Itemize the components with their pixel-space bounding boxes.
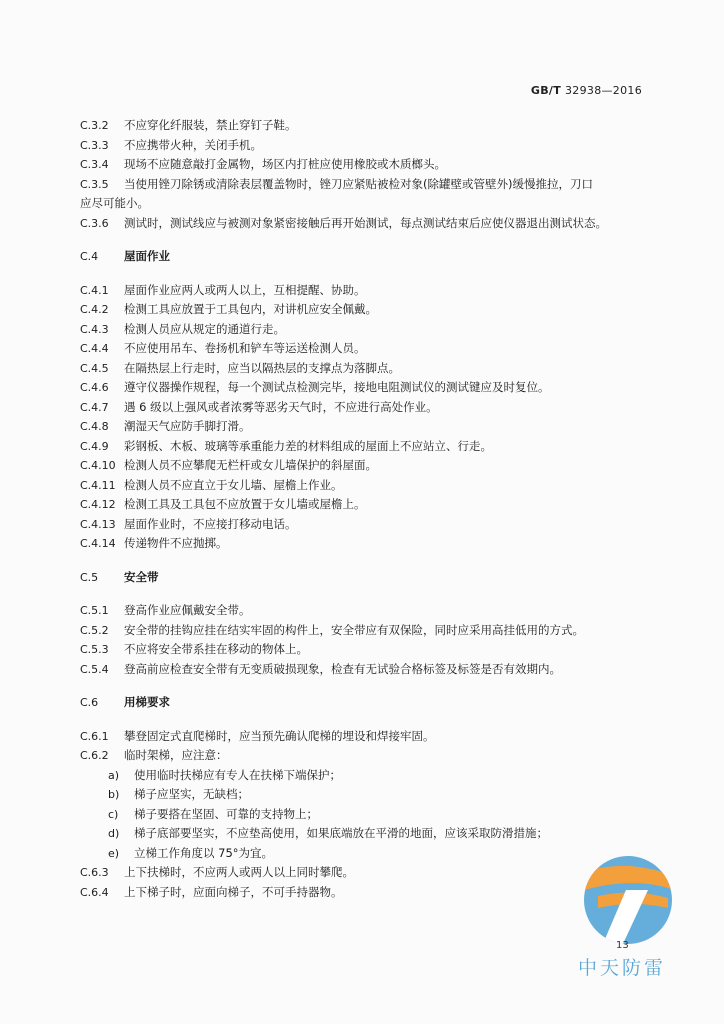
clause-code: C.4.9: [80, 439, 109, 453]
clause-code: C.3.6: [80, 216, 109, 230]
clause-text: 不应携带火种，关闭手机。: [124, 137, 262, 152]
clause-text: 上下扶梯时，不应两人或两人以上同时攀爬。: [124, 865, 354, 879]
clause-text: 潮湿天气应防手脚打滑。: [124, 419, 251, 433]
clause-text: 安全带的挂钩应挂在结实牢固的构件上，安全带应有双保险，同时应采用高挂低用的方式。: [124, 622, 584, 637]
subitem-c6-2-4: [80, 824, 650, 844]
clause-text: 检测人员应从规定的通道行走。: [124, 321, 285, 336]
standard-code: 32938—2016: [565, 84, 642, 97]
clause-text: 上下梯子时，应面向梯子，不可手持器物。: [124, 884, 343, 899]
clause-text: 检测人员不应攀爬无栏杆或女儿墙保护的斜屋面。: [124, 458, 377, 472]
clause-code: C.4.1: [80, 283, 109, 297]
section-heading-c4: [80, 247, 650, 267]
sublist-c6-2: [80, 766, 650, 864]
section-code: C.6: [80, 696, 99, 709]
standard-number: [531, 84, 642, 97]
section-title: 屋面作业: [124, 249, 170, 263]
clause-code: C.4.11: [80, 478, 116, 492]
clause-list-c6-part2: [80, 863, 650, 902]
clause-text: 彩钢板、木板、玻璃等承重能力差的材料组成的屋面上不应站立、行走。: [124, 438, 492, 453]
clause-c4-14: [80, 534, 650, 554]
subitem-c6-2-5: [80, 844, 650, 864]
clause-list-c5: [80, 601, 650, 679]
section-heading-c6: [80, 693, 650, 713]
clause-c5-2: [80, 621, 650, 641]
clause-list-c6-part1: [80, 727, 650, 766]
clause-code: C.4.4: [80, 342, 109, 355]
clause-text: 登高前应检查安全带有无变质破损现象，检查有无试验合格标签及标签是否有效期内。: [124, 661, 561, 676]
section-title: 安全带: [124, 569, 159, 584]
subitem-text: 立梯工作角度以 75°为宜。: [134, 845, 274, 860]
clause-text-continued: 应尽可能小。: [80, 196, 149, 210]
clause-c6a-1: [80, 727, 650, 747]
clause-c6a-2: [80, 746, 650, 766]
clause-c6b-1: [80, 863, 650, 883]
clause-c5-4: [80, 660, 650, 680]
clause-text: 传递物件不应抛掷。: [124, 536, 228, 550]
clause-code: C.4.5: [80, 361, 109, 375]
clause-c4-8: [80, 417, 650, 437]
clause-code: C.5.2: [80, 623, 109, 637]
clause-c3-4: [80, 155, 650, 175]
clause-code: C.4.14: [80, 537, 116, 550]
section-code: C.4: [80, 250, 99, 263]
clause-code: C.4.8: [80, 420, 109, 433]
subitem-text: 梯子应坚实，无缺档；: [134, 787, 249, 801]
clause-c5-1: [80, 601, 650, 621]
subitem-letter: a): [108, 768, 120, 782]
clause-text: 攀登固定式直爬梯时，应当预先确认爬梯的埋设和焊接牢固。: [124, 728, 435, 743]
clause-c4-2: [80, 300, 650, 320]
clause-c3-5: [80, 175, 650, 214]
clause-code: C.3.3: [80, 138, 109, 152]
clause-c4-3: [80, 320, 650, 340]
clause-c6b-2: [80, 883, 650, 903]
clause-c4-7: [80, 398, 650, 418]
subitem-text: 使用临时扶梯应有专人在扶梯下端保护；: [134, 767, 341, 782]
clause-list-c4: [80, 281, 650, 554]
section-code: C.5: [80, 570, 99, 584]
clause-c4-6: [80, 378, 650, 398]
subitem-letter: c): [108, 807, 119, 821]
section-heading-c5: [80, 568, 650, 588]
clause-code: C.5.4: [80, 662, 109, 676]
clause-c4-12: [80, 495, 650, 515]
clause-c4-4: [80, 339, 650, 359]
subitem-letter: e): [108, 846, 120, 860]
clause-c3-3: [80, 136, 650, 156]
subitem-c6-2-3: [80, 805, 650, 825]
clause-c4-10: [80, 456, 650, 476]
clause-text: 当使用锉刀除锈或清除表层覆盖物时，锉刀应紧贴被检对象(除罐壁或管壁外)缓慢推拉，刀口: [124, 176, 593, 191]
clause-code: C.6.2: [80, 749, 109, 762]
clause-code: C.4.6: [80, 381, 109, 394]
clause-c3-2: [80, 116, 650, 136]
clause-text: 不应使用吊车、卷扬机和铲车等运送检测人员。: [124, 341, 366, 355]
subitem-letter: b): [108, 788, 120, 801]
clause-text: 登高作业应佩戴安全带。: [124, 603, 251, 617]
company-logo-icon: [578, 850, 678, 950]
clause-c4-9: [80, 437, 650, 457]
clause-text: 不应穿化纤服装，禁止穿钉子鞋。: [124, 118, 297, 132]
clause-code: C.3.2: [80, 119, 109, 132]
page-number: 13: [616, 940, 629, 951]
clause-code: C.5.3: [80, 643, 109, 656]
standard-prefix: GB/T: [530, 84, 561, 97]
clause-code: C.5.1: [80, 604, 109, 617]
clause-c4-1: [80, 281, 650, 301]
clause-text: 检测工具应放置于工具包内，对讲机应安全佩戴。: [124, 302, 377, 316]
clause-code: C.6.1: [80, 729, 109, 743]
watermark-text: 中天防雷: [578, 957, 667, 979]
subitem-c6-2-2: [80, 785, 650, 805]
section-title: 用梯要求: [124, 695, 170, 709]
clause-code: C.4.7: [80, 400, 109, 414]
clause-text: 遵守仪器操作规程，每一个测试点检测完毕，接地电阻测试仪的测试键应及时复位。: [124, 380, 550, 394]
clause-text: 不应将安全带系挂在移动的物体上。: [124, 642, 308, 656]
clause-code: C.4.3: [80, 322, 109, 336]
clause-code: C.6.3: [80, 866, 109, 879]
clause-code: C.3.4: [80, 158, 109, 171]
clause-code: C.3.5: [80, 177, 109, 191]
clause-text: 检测工具及工具包不应放置于女儿墙或屋檐上。: [124, 497, 366, 511]
clause-text: 屋面作业时，不应接打移动电话。: [124, 516, 297, 531]
clause-text: 现场不应随意敲打金属物，场区内打桩应使用橡胶或木质榔头。: [124, 157, 446, 171]
clause-code: C.6.4: [80, 885, 109, 899]
clause-text: 检测人员不应直立于女儿墙、屋檐上作业。: [124, 477, 343, 492]
clause-text: 测试时，测试线应与被测对象紧密接触后再开始测试，每点测试结束后应使仪器退出测试状态。: [124, 215, 607, 230]
clause-c5-3: [80, 640, 650, 660]
clause-code: C.4.10: [80, 459, 116, 472]
subitem-c6-2-1: [80, 766, 650, 786]
clause-c4-13: [80, 515, 650, 535]
clause-text: 临时架梯，应注意：: [124, 748, 228, 762]
clause-c4-11: [80, 476, 650, 496]
document-body: [80, 116, 650, 902]
clause-code: C.4.13: [80, 517, 116, 531]
clause-code: C.4.2: [80, 303, 109, 316]
clause-c4-5: [80, 359, 650, 379]
clause-c3-6: [80, 214, 650, 234]
clause-code: C.4.12: [80, 498, 116, 511]
clause-text: 屋面作业应两人或两人以上，互相提醒、协助。: [124, 282, 366, 297]
clause-text: 在隔热层上行走时，应当以隔热层的支撑点为落脚点。: [124, 360, 400, 375]
subitem-text: 梯子底部要坚实，不应垫高使用，如果底端放在平滑的地面，应该采取防滑措施；: [134, 826, 548, 840]
subitem-letter: d): [108, 827, 120, 840]
subitem-text: 梯子要搭在坚固、可靠的支持物上；: [134, 806, 318, 821]
clause-text: 遇 6 级以上强风或者浓雾等恶劣天气时，不应进行高处作业。: [124, 399, 438, 414]
